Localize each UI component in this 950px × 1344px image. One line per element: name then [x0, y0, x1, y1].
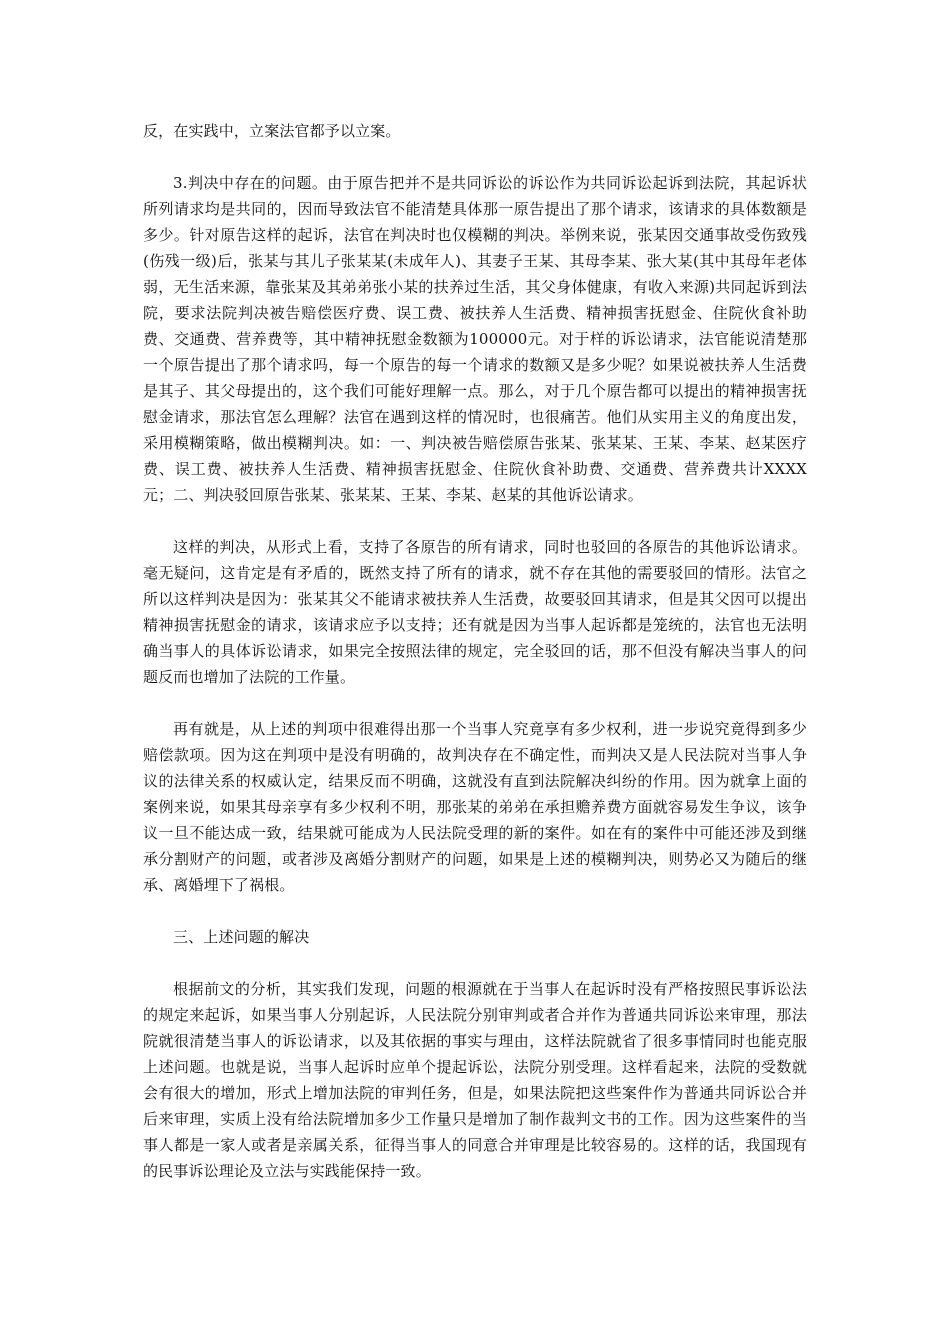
paragraph-solution: 根据前文的分析，其实我们发现，问题的根源就在于当事人在起诉时没有严格按照民事诉讼法的规定来起诉，如果当事人分别起诉，人民法院分别审判或者合并作为普通共同诉讼来审理，那法院就很清楚当事人的诉讼请求，以及其依据的事实与理由，这样法院就省了很多事情同时也能克服上述问题。也就是说，当事人起诉时应单个提起诉讼，法院分别受理。这样看起来，法院的受数就会有很大的增加，形式上增加法院的审判任务，但是，如果法院把这些案件作为普通共同诉讼合并后来审理，实质上没有给法院增加多少工作量只是增加了制作裁判文书的工作。因为这些案件的当事人都是一家人或者是亲属关系，征得当事人的同意合并审理是比较容易的。这样的话，我国现有的民事诉讼理论及立法与实践能保持一致。: [143, 980, 807, 1180]
paragraph-continued: 反，在实践中，立案法官都予以立案。: [143, 122, 401, 140]
section-heading: 三、上述问题的解决: [173, 928, 310, 946]
paragraph-uncertainty: 再有就是，从上述的判项中很难得出那一个当事人究竟享有多少权利，进一步说究竟得到多少赔偿款项。因为这在判项中是没有明确的，故判决存在不确定性，而判决又是人民法院对当事人争议的法律关系的权威认定，结果反而不明确，这就没有直到法院解决纠纷的作用。因为就拿上面的案例来说，如果其母亲享有多少权利不明，那张某的弟弟在承担赡养费方面就容易发生争议，该争议一旦不能达成一致，结果就可能成为人民法院受理的新的案件。如在有的案件中可能还涉及到继承分割财产的问题，或者涉及离婚分割财产的问题，如果是上述的模糊判决，则势必又为随后的继承、离婚埋下了祸根。: [143, 720, 807, 894]
paragraph-judgment-analysis: 这样的判决，从形式上看，支持了各原告的所有请求，同时也驳回的各原告的其他诉讼请求。毫无疑问，这肯定是有矛盾的，既然支持了所有的请求，就不存在其他的需要驳回的情形。法官之所以这样判决是因为：张某其父不能请求被扶养人生活费，故要驳回其请求，但是其父因可以提出精神损害抚慰金的请求，该请求应予以支持；还有就是因为当事人起诉都是笼统的，法官也无法明确当事人的具体诉讼请求，如果完全按照法律的规定，完全驳回的话，那不但没有解决当事人的问题反而也增加了法院的工作量。: [143, 538, 807, 686]
paragraph-judgment-problems: 3.判决中存在的问题。由于原告把并不是共同诉讼的诉讼作为共同诉讼起诉到法院，其起诉状所列请求均是共同的，因而导致法官不能清楚具体那一原告提出了那个请求，该请求的具体数额是多少。针对原告这样的起诉，法官在判决时也仅模糊的判决。举例来说，张某因交通事故受伤致残(伤残一级)后，张某与其儿子张某某(未成年人)、其妻子王某、其母李某、张大某(其中其母年老体弱，无生活来源，靠张某及其弟弟张小某的扶养过生活，其父身体健康，有收入来源)共同起诉到法院，要求法院判决被告赔偿医疗费、误工费、被扶养人生活费、精神损害抚慰金、住院伙食补助费、交通费、营养费等，其中精神抚慰金数额为100000元。对于样的诉讼请求，法官能说清楚那一个原告提出了那个请求吗，每一个原告的每一个请求的数额又是多少呢？如果说被扶养人生活费是其子、其父母提出的，这个我们可能好理解一点。那么，对于几个原告都可以提出的精神损害抚慰金请求，那法官怎么理解？法官在遇到这样的情况时，也很痛苦。他们从实用主义的角度出发，采用模糊策略，做出模糊判决。如：一、判决被告赔偿原告张某、张某某、王某、李某、赵某医疗费、误工费、被扶养人生活费、精神损害抚慰金、住院伙食补助费、交通费、营养费共计XXXX元；二、判决驳回原告张某、张某某、王某、李某、赵某的其他诉讼请求。: [143, 174, 807, 504]
document-page: [143, 118, 807, 1210]
